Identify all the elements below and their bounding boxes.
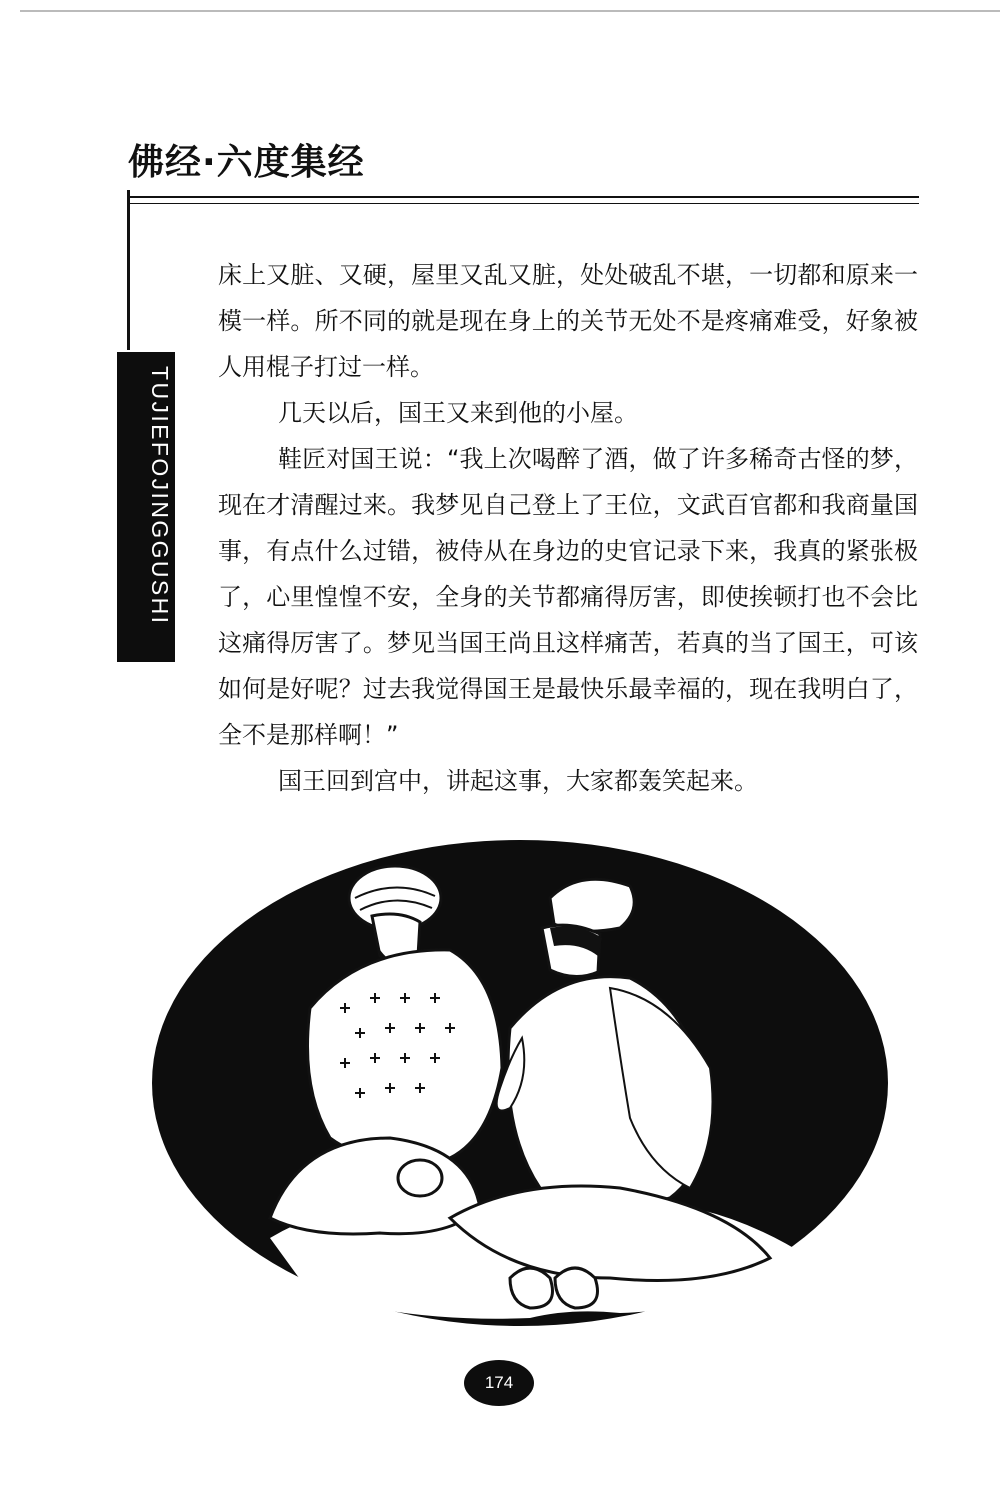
page-number: 174 bbox=[464, 1360, 534, 1406]
running-header-title: 佛经·六度集经 bbox=[128, 142, 365, 183]
top-border-line bbox=[20, 10, 1000, 12]
header-rule-thick bbox=[127, 196, 919, 198]
paragraph: 鞋匠对国王说：“我上次喝醉了酒，做了许多稀奇古怪的梦，现在才清醒过来。我梦见自己登上了王位，文武百官都和我商量国事，有点什么过错，被侍从在身边的史官记录下来，我真的紧张极了，心里惶惶不安，全身的关节都痛得厉害，即使挨顿打也不会比这痛得厉害了。梦见当国王尚且这样痛苦，若真的当了国王，可该如何是好呢？过去我觉得国王是最快乐最幸福的，现在我明白了，全不是那样啊！” bbox=[218, 445, 918, 749]
paragraph: 几天以后，国王又来到他的小屋。 bbox=[278, 399, 638, 427]
header-rule-thin bbox=[127, 203, 919, 204]
paragraph: 国王回到宫中，讲起这事，大家都轰笑起来。 bbox=[278, 767, 758, 795]
illustration-king-and-cobbler bbox=[150, 838, 890, 1328]
header-vertical-rule bbox=[127, 190, 130, 350]
pot bbox=[398, 1160, 442, 1196]
paragraph: 床上又脏、又硬，屋里又乱又脏，处处破乱不堪，一切都和原来一模一样。所不同的就是现在身上的关节无处不是疼痛难受，好象被人用棍子打过一样。 bbox=[218, 261, 918, 381]
cobbler-turban bbox=[550, 879, 634, 931]
side-tab-label: TUJIEFOJINGGUSHI bbox=[147, 366, 173, 626]
body-text bbox=[218, 252, 918, 804]
side-tab bbox=[117, 352, 175, 662]
